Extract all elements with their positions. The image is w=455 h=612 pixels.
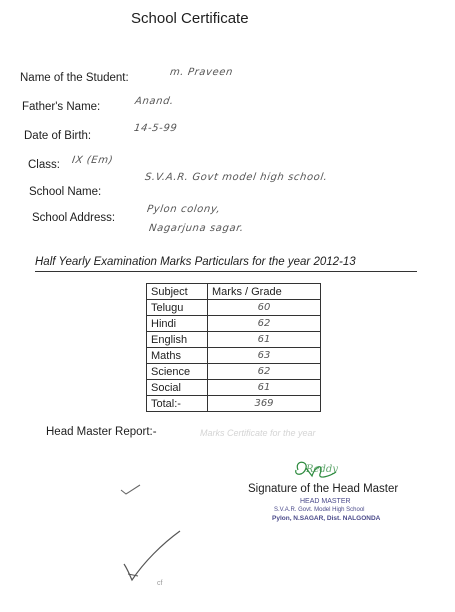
table-row <box>147 364 321 380</box>
signature-label: Signature of the Head Master <box>248 483 399 495</box>
marks-cell: 63 <box>208 348 321 364</box>
head-master-report-value: Marks Certificate for the year <box>200 428 316 438</box>
marks-heading: Half Yearly Examination Marks Particulars for the year 2012-13 <box>35 256 356 268</box>
tick-mark-large <box>118 528 186 586</box>
father-name-value: Anand. <box>134 96 175 107</box>
subject-cell: Total:- <box>147 396 208 412</box>
marks-table <box>146 283 321 412</box>
school-name-value: S.V.A.R. Govt model high school. <box>144 172 329 183</box>
father-name-label: Father's Name: <box>22 101 101 113</box>
school-address-label: School Address: <box>32 212 116 224</box>
subject-cell: Hindi <box>147 316 208 332</box>
signature-text: Reddy <box>306 464 338 475</box>
subject-cell: Science <box>147 364 208 380</box>
subject-cell: Telugu <box>147 300 208 316</box>
subject-cell: Social <box>147 380 208 396</box>
table-header-subject: Subject <box>147 284 208 300</box>
school-address-line2: Nagarjuna sagar. <box>148 223 245 234</box>
table-row-total <box>147 396 321 412</box>
margin-mark: cf <box>157 580 163 587</box>
student-name-label: Name of the Student: <box>20 72 129 84</box>
certificate-title: School Certificate <box>131 10 249 27</box>
marks-cell: 62 <box>208 316 321 332</box>
table-row <box>147 316 321 332</box>
dob-label: Date of Birth: <box>24 130 92 142</box>
stamp-line3: Pylon, N.SAGAR, Dist. NALGONDA <box>272 515 381 522</box>
subject-cell: English <box>147 332 208 348</box>
school-name-label: School Name: <box>29 186 102 198</box>
marks-cell: 369 <box>208 396 321 412</box>
table-row <box>147 380 321 396</box>
marks-cell: 62 <box>208 364 321 380</box>
stamp-line2: S.V.A.R. Govt. Model High School <box>274 507 365 513</box>
table-header-marks: Marks / Grade <box>208 284 321 300</box>
table-row <box>147 300 321 316</box>
subject-cell: Maths <box>147 348 208 364</box>
tick-mark-small <box>118 482 144 498</box>
school-address-line1: Pylon colony, <box>146 204 222 215</box>
table-header-row <box>147 284 321 300</box>
table-row <box>147 348 321 364</box>
student-name-value: m. Praveen <box>169 67 234 78</box>
marks-cell: 60 <box>208 300 321 316</box>
class-label: Class: <box>28 159 60 171</box>
marks-heading-underline <box>35 271 417 272</box>
class-value: IX (Em) <box>71 155 114 166</box>
marks-cell: 61 <box>208 380 321 396</box>
marks-cell: 61 <box>208 332 321 348</box>
stamp-line1: HEAD MASTER <box>300 498 351 505</box>
head-master-report-label: Head Master Report:- <box>46 426 157 438</box>
table-row <box>147 332 321 348</box>
dob-value: 14-5-99 <box>133 123 179 134</box>
